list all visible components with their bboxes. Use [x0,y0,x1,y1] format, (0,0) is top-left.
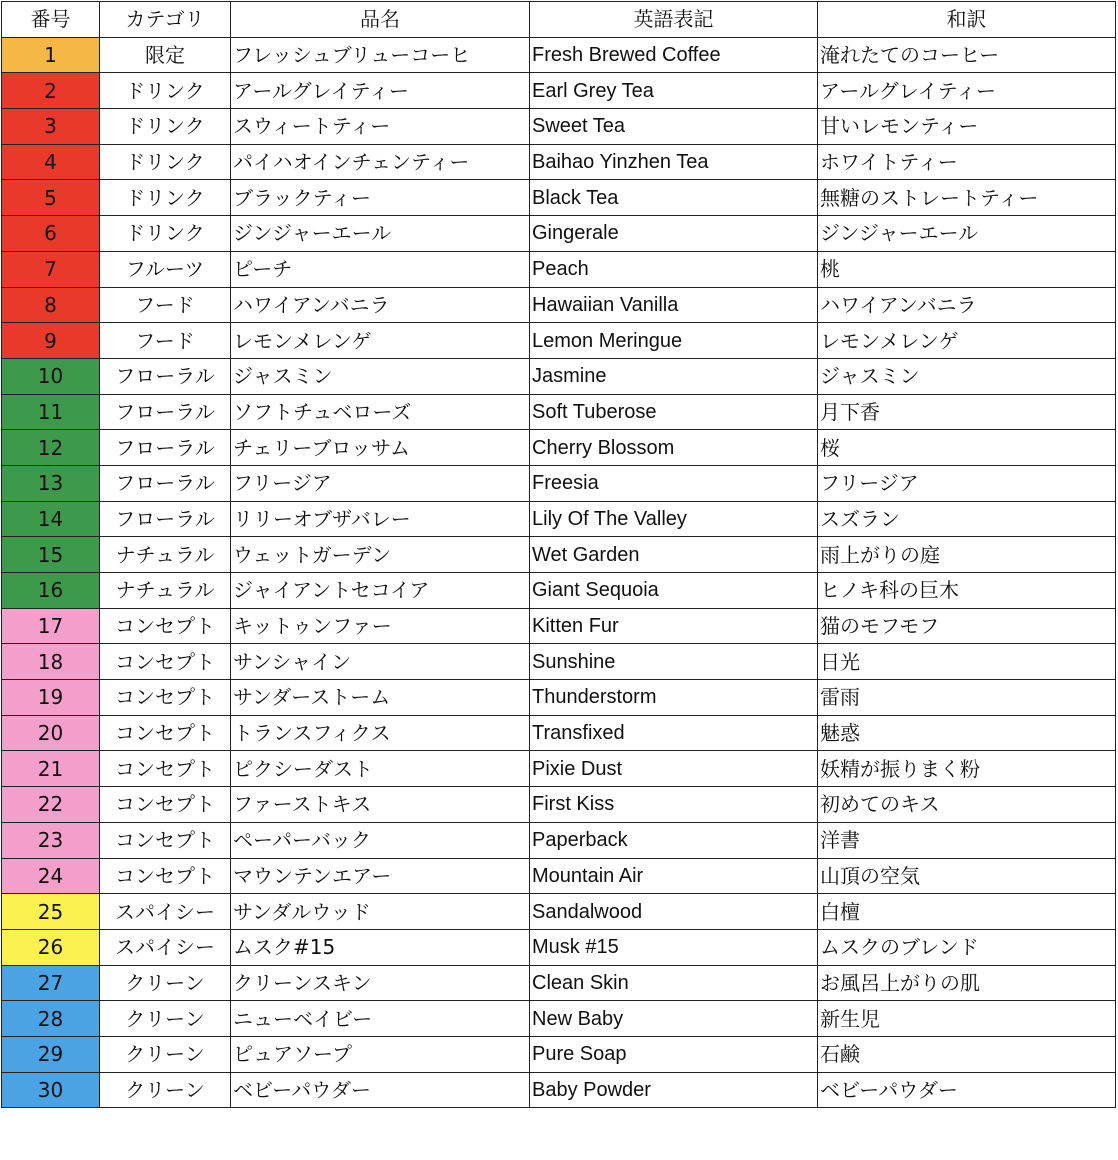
header-product-name: 品名 [231,2,530,38]
table-row [2,929,1116,965]
english-name-cell: Musk #15 [530,929,818,965]
english-name-cell: Paperback [530,822,818,858]
japanese-name-cell: レモンメレンゲ [818,323,1116,359]
product-name-cell: クリーンスキン [231,965,530,1001]
number-cell: 14 [2,501,100,537]
category-cell: コンセプト [100,715,231,751]
english-name-cell: Hawaiian Vanilla [530,287,818,323]
number-cell: 29 [2,1036,100,1072]
category-cell: コンセプト [100,751,231,787]
english-name-cell: Soft Tuberose [530,394,818,430]
table-row [2,644,1116,680]
category-cell: フローラル [100,394,231,430]
product-name-cell: スウィートティー [231,109,530,145]
category-cell: フード [100,323,231,359]
product-name-cell: ピーチ [231,251,530,287]
japanese-name-cell: 無糖のストレートティー [818,180,1116,216]
category-cell: フード [100,287,231,323]
table-row [2,358,1116,394]
number-cell: 8 [2,287,100,323]
table-row [2,465,1116,501]
number-cell: 21 [2,751,100,787]
number-cell: 5 [2,180,100,216]
number-cell: 26 [2,929,100,965]
number-cell: 23 [2,822,100,858]
category-cell: フローラル [100,358,231,394]
category-cell: クリーン [100,1001,231,1037]
number-cell: 19 [2,680,100,716]
english-name-cell: Kitten Fur [530,608,818,644]
category-cell: コンセプト [100,644,231,680]
table-row [2,787,1116,823]
table-row [2,251,1116,287]
product-name-cell: キットゥンファー [231,608,530,644]
english-name-cell: Pixie Dust [530,751,818,787]
table-row [2,501,1116,537]
product-name-cell: ハワイアンバニラ [231,287,530,323]
number-cell: 10 [2,358,100,394]
table-row [2,1072,1116,1108]
japanese-name-cell: 雨上がりの庭 [818,537,1116,573]
japanese-name-cell: 初めてのキス [818,787,1116,823]
product-name-cell: ジンジャーエール [231,216,530,252]
japanese-name-cell: 月下香 [818,394,1116,430]
table-row [2,216,1116,252]
japanese-name-cell: 魅惑 [818,715,1116,751]
product-name-cell: マウンテンエアー [231,858,530,894]
header-japanese: 和訳 [818,2,1116,38]
japanese-name-cell: 日光 [818,644,1116,680]
product-name-cell: ソフトチュベローズ [231,394,530,430]
product-name-cell: ウェットガーデン [231,537,530,573]
table-row [2,608,1116,644]
table-row [2,894,1116,930]
number-cell: 12 [2,430,100,466]
table-row [2,73,1116,109]
table-row [2,323,1116,359]
table-row [2,822,1116,858]
number-cell: 7 [2,251,100,287]
japanese-name-cell: ジンジャーエール [818,216,1116,252]
number-cell: 16 [2,573,100,609]
product-name-cell: リリーオブザバレー [231,501,530,537]
table-row [2,965,1116,1001]
product-name-cell: サンダーストーム [231,680,530,716]
japanese-name-cell: お風呂上がりの肌 [818,965,1116,1001]
number-cell: 17 [2,608,100,644]
table-row [2,537,1116,573]
table-row [2,180,1116,216]
table-row [2,858,1116,894]
category-cell: ドリンク [100,109,231,145]
japanese-name-cell: 洋書 [818,822,1116,858]
japanese-name-cell: 甘いレモンティー [818,109,1116,145]
product-name-cell: ペーパーバック [231,822,530,858]
japanese-name-cell: 淹れたてのコーヒー [818,37,1116,73]
number-cell: 1 [2,37,100,73]
number-cell: 3 [2,109,100,145]
category-cell: フルーツ [100,251,231,287]
japanese-name-cell: 石鹸 [818,1036,1116,1072]
table-row [2,751,1116,787]
product-name-cell: フレッシュブリューコーヒ [231,37,530,73]
category-cell: クリーン [100,965,231,1001]
number-cell: 9 [2,323,100,359]
header-number: 番号 [2,2,100,38]
english-name-cell: Lemon Meringue [530,323,818,359]
english-name-cell: Baihao Yinzhen Tea [530,144,818,180]
english-name-cell: Black Tea [530,180,818,216]
english-name-cell: Sweet Tea [530,109,818,145]
table-header [2,2,1116,38]
table-row [2,394,1116,430]
category-cell: フローラル [100,501,231,537]
category-cell: コンセプト [100,608,231,644]
english-name-cell: Sunshine [530,644,818,680]
category-cell: ドリンク [100,73,231,109]
japanese-name-cell: スズラン [818,501,1116,537]
english-name-cell: New Baby [530,1001,818,1037]
header-category: カテゴリ [100,2,231,38]
category-cell: スパイシー [100,894,231,930]
number-cell: 15 [2,537,100,573]
english-name-cell: Transfixed [530,715,818,751]
number-cell: 24 [2,858,100,894]
product-name-cell: サンダルウッド [231,894,530,930]
japanese-name-cell: 新生児 [818,1001,1116,1037]
header-english: 英語表記 [530,2,818,38]
product-name-cell: ニューベイビー [231,1001,530,1037]
japanese-name-cell: ヒノキ科の巨木 [818,573,1116,609]
japanese-name-cell: 雷雨 [818,680,1116,716]
product-name-cell: ムスク#15 [231,929,530,965]
category-cell: ナチュラル [100,573,231,609]
english-name-cell: Giant Sequoia [530,573,818,609]
number-cell: 25 [2,894,100,930]
product-name-cell: チェリーブロッサム [231,430,530,466]
english-name-cell: Earl Grey Tea [530,73,818,109]
category-cell: フローラル [100,430,231,466]
number-cell: 30 [2,1072,100,1108]
english-name-cell: Peach [530,251,818,287]
english-name-cell: Jasmine [530,358,818,394]
japanese-name-cell: ハワイアンバニラ [818,287,1116,323]
japanese-name-cell: ムスクのブレンド [818,929,1116,965]
table-row [2,680,1116,716]
table-row [2,109,1116,145]
product-name-cell: アールグレイティー [231,73,530,109]
japanese-name-cell: フリージア [818,465,1116,501]
number-cell: 6 [2,216,100,252]
number-cell: 22 [2,787,100,823]
japanese-name-cell: ジャスミン [818,358,1116,394]
japanese-name-cell: アールグレイティー [818,73,1116,109]
product-name-cell: ジャイアントセコイア [231,573,530,609]
table-row [2,37,1116,73]
number-cell: 11 [2,394,100,430]
category-cell: ドリンク [100,144,231,180]
english-name-cell: Wet Garden [530,537,818,573]
table-row [2,1001,1116,1037]
product-name-cell: ブラックティー [231,180,530,216]
english-name-cell: First Kiss [530,787,818,823]
japanese-name-cell: 猫のモフモフ [818,608,1116,644]
number-cell: 20 [2,715,100,751]
category-cell: コンセプト [100,787,231,823]
japanese-name-cell: 桃 [818,251,1116,287]
japanese-name-cell: 白檀 [818,894,1116,930]
category-cell: クリーン [100,1036,231,1072]
japanese-name-cell: ベビーパウダー [818,1072,1116,1108]
table-body [2,37,1116,1108]
product-name-cell: ファーストキス [231,787,530,823]
table-row [2,715,1116,751]
number-cell: 28 [2,1001,100,1037]
product-name-cell: サンシャイン [231,644,530,680]
number-cell: 13 [2,465,100,501]
table-row [2,430,1116,466]
english-name-cell: Sandalwood [530,894,818,930]
english-name-cell: Thunderstorm [530,680,818,716]
japanese-name-cell: ホワイトティー [818,144,1116,180]
category-cell: 限定 [100,37,231,73]
table-row [2,287,1116,323]
category-cell: コンセプト [100,680,231,716]
product-name-cell: トランスフィクス [231,715,530,751]
table-row [2,144,1116,180]
category-cell: コンセプト [100,858,231,894]
japanese-name-cell: 桜 [818,430,1116,466]
english-name-cell: Mountain Air [530,858,818,894]
english-name-cell: Clean Skin [530,965,818,1001]
table-row [2,1036,1116,1072]
english-name-cell: Gingerale [530,216,818,252]
fragrance-table [1,1,1116,1108]
english-name-cell: Pure Soap [530,1036,818,1072]
product-name-cell: ベビーパウダー [231,1072,530,1108]
category-cell: ナチュラル [100,537,231,573]
english-name-cell: Lily Of The Valley [530,501,818,537]
category-cell: ドリンク [100,216,231,252]
japanese-name-cell: 妖精が振りまく粉 [818,751,1116,787]
number-cell: 27 [2,965,100,1001]
english-name-cell: Baby Powder [530,1072,818,1108]
number-cell: 18 [2,644,100,680]
number-cell: 4 [2,144,100,180]
english-name-cell: Fresh Brewed Coffee [530,37,818,73]
product-name-cell: ジャスミン [231,358,530,394]
header-row [2,2,1116,38]
category-cell: フローラル [100,465,231,501]
product-name-cell: ピクシーダスト [231,751,530,787]
table-row [2,573,1116,609]
number-cell: 2 [2,73,100,109]
product-name-cell: フリージア [231,465,530,501]
product-name-cell: ピュアソープ [231,1036,530,1072]
category-cell: クリーン [100,1072,231,1108]
category-cell: コンセプト [100,822,231,858]
category-cell: ドリンク [100,180,231,216]
product-name-cell: パイハオインチェンティー [231,144,530,180]
japanese-name-cell: 山頂の空気 [818,858,1116,894]
english-name-cell: Cherry Blossom [530,430,818,466]
product-name-cell: レモンメレンゲ [231,323,530,359]
english-name-cell: Freesia [530,465,818,501]
category-cell: スパイシー [100,929,231,965]
